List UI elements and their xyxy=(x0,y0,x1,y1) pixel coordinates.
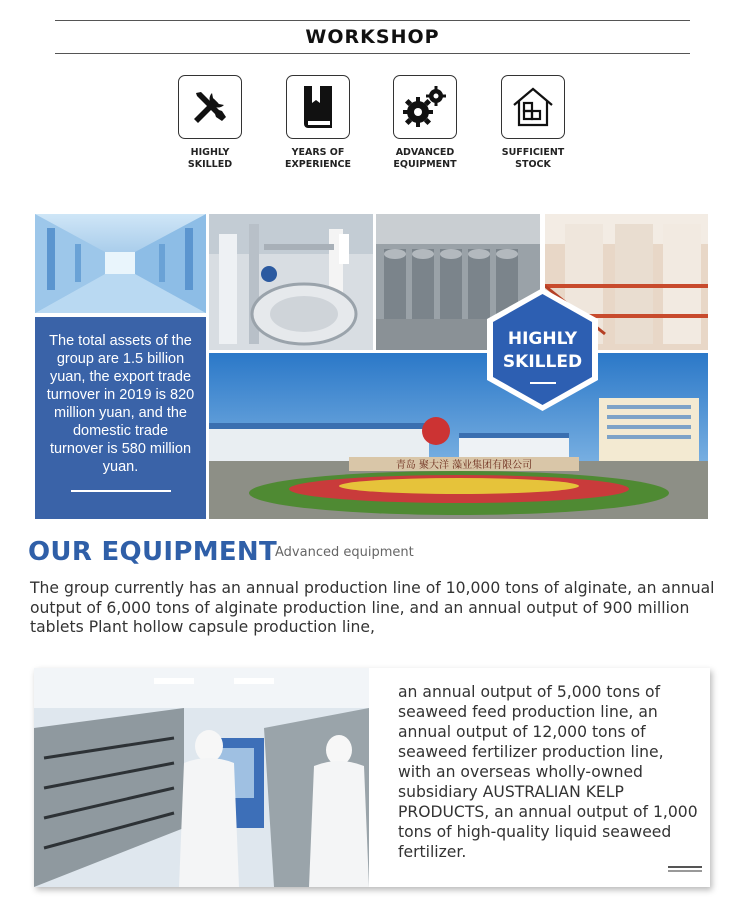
feature-advanced-equipment xyxy=(380,75,470,171)
feature-caption: ADVANCED EQUIPMENT xyxy=(393,147,457,170)
badge-underline xyxy=(530,382,556,384)
factory-sign-text: 青岛 聚大洋 藻业集团有限公司 xyxy=(395,460,533,471)
feature-highly-skilled xyxy=(165,75,255,171)
gears-icon xyxy=(393,75,457,139)
header-top-rule xyxy=(55,20,690,21)
badge-label: HIGHLY SKILLED xyxy=(502,329,583,372)
section-title: WORKSHOP xyxy=(305,26,440,48)
feature-caption: YEARS OF EXPERIENCE xyxy=(284,147,352,170)
card-decoration-bar xyxy=(668,866,702,868)
warehouse-icon xyxy=(501,75,565,139)
tools-icon xyxy=(178,75,242,139)
equipment-title: OUR EQUIPMENT xyxy=(28,537,278,567)
book-icon xyxy=(286,75,350,139)
feature-sufficient-stock xyxy=(488,75,578,171)
highly-skilled-badge xyxy=(484,286,601,413)
equipment-subtitle: Advanced equipment xyxy=(275,545,414,560)
company-assets-panel xyxy=(35,317,206,519)
header-bottom-rule xyxy=(55,53,690,54)
feature-caption: HIGHLY SKILLED xyxy=(187,147,233,170)
panel-underline xyxy=(71,490,171,492)
feature-caption: SUFFICIENT STOCK xyxy=(501,147,565,170)
stainless-tanks-photo xyxy=(209,214,373,350)
company-assets-text: The total assets of the group are 1.5 billion yuan, the export trade turnover in 2019 is 820 million yuan, and the domestic trade turnover is 580 million yuan. xyxy=(46,333,195,475)
cleanroom-workers-photo xyxy=(34,668,369,887)
equipment-paragraph: The group currently has an annual production line of 10,000 tons of alginate, an annual output of 6,000 tons of alginate production line, and an annual output of 900 million tablets Plant hollow capsule production line, xyxy=(30,579,715,636)
clean-corridor-photo xyxy=(35,214,206,313)
feature-years-experience xyxy=(273,75,363,171)
equipment-card-text: an annual output of 5,000 tons of seaweed feed production line, an annual output of 12,000 tons of seaweed fertilizer production line, with an overseas wholly-owned subsidiary AUSTRALIAN KELP PRODUCTS, an annual output of 1,000 tons of high-quality liquid seaweed fertilizer. xyxy=(398,683,698,861)
factory-panorama-photo xyxy=(209,353,708,519)
